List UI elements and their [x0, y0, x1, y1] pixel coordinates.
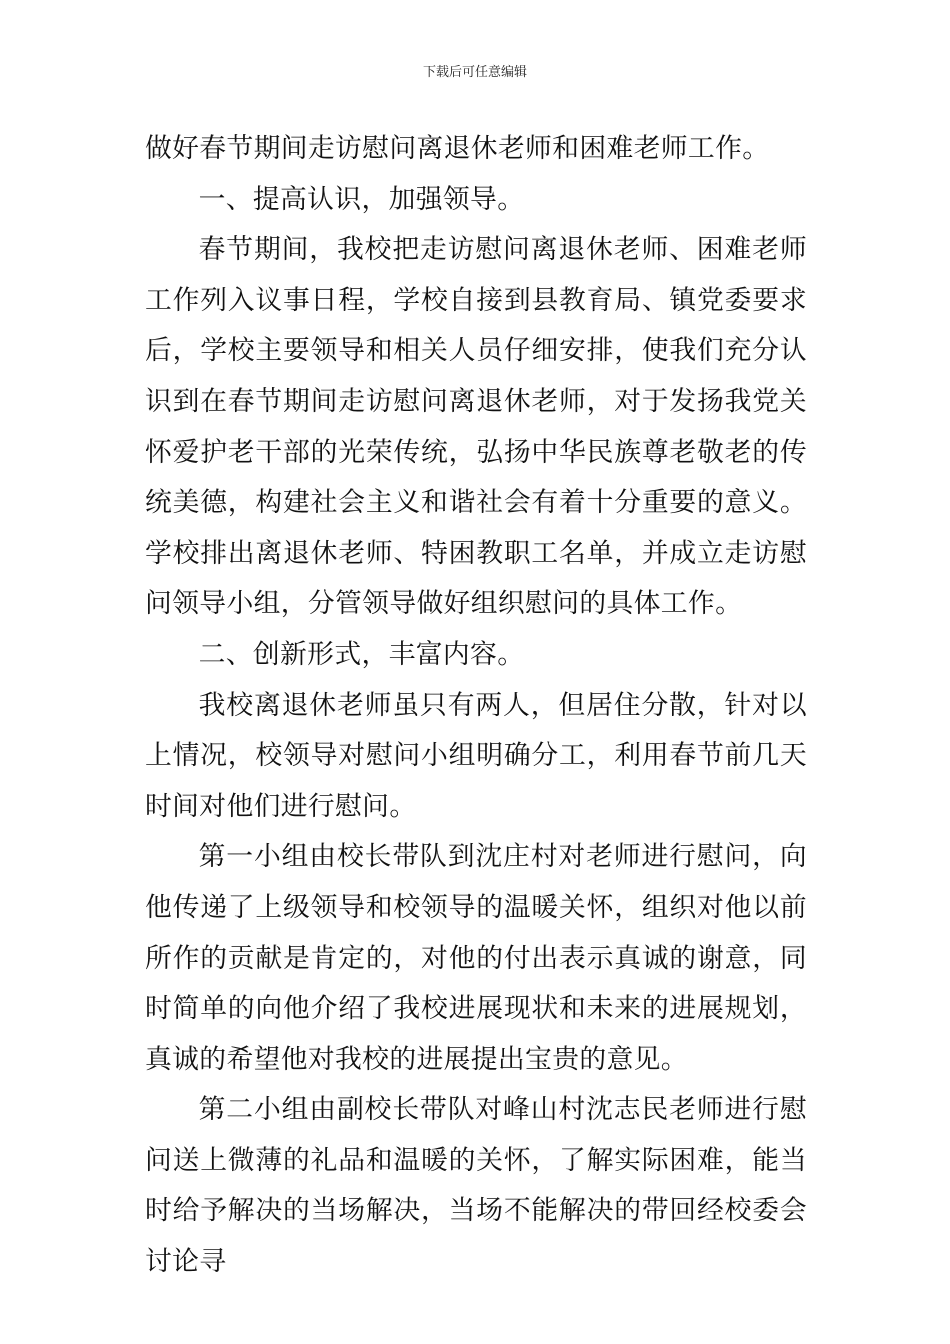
section-heading-1: 一、提高认识，加强领导。 [198, 183, 525, 215]
document-body [145, 124, 807, 1288]
paragraph-section-1: 春节期间，我校把走访慰问离退休老师、困难老师工作列入议事日程，学校自接到县教育局、镇党委要求后，学校主要领导和相关人员仔细安排，使我们充分认识到在春节期间走访慰问离退休老师，对于发扬我党关怀爱护老干部的光荣传统，弘扬中华民族尊老敬老的传统美德，构建社会主义和谐社会有着十分重要的意义。学校排出离退休老师、特困教职工名单，并成立走访慰问领导小组，分管领导做好组织慰问的具体工作。 [145, 234, 807, 620]
paragraph-group-2: 第二小组由副校长带队对峰山村沈志民老师进行慰问送上微薄的礼品和温暖的关怀，了解实际困难，能当时给予解决的当场解决，当场不能解决的带回经校委会讨论寻 [145, 1094, 807, 1278]
paragraph-section-2-intro: 我校离退休老师虽只有两人，但居住分散，针对以上情况，校领导对慰问小组明确分工，利用春节前几天时间对他们进行慰问。 [145, 689, 807, 822]
section-heading-2: 二、创新形式，丰富内容。 [198, 638, 525, 670]
paragraph-continuation: 做好春节期间走访慰问离退休老师和困难老师工作。 [145, 133, 770, 164]
paragraph-group-1: 第一小组由校长带队到沈庄村对老师进行慰问，向他传递了上级领导和校领导的温暖关怀，组织对他以前所作的贡献是肯定的，对他的付出表示真诚的谢意，同时简单的向他介绍了我校进展现状和未来的进展规划，真诚的希望他对我校的进展提出宝贵的意见。 [145, 841, 807, 1075]
page-header-note: 下载后可任意编辑 [422, 65, 527, 80]
